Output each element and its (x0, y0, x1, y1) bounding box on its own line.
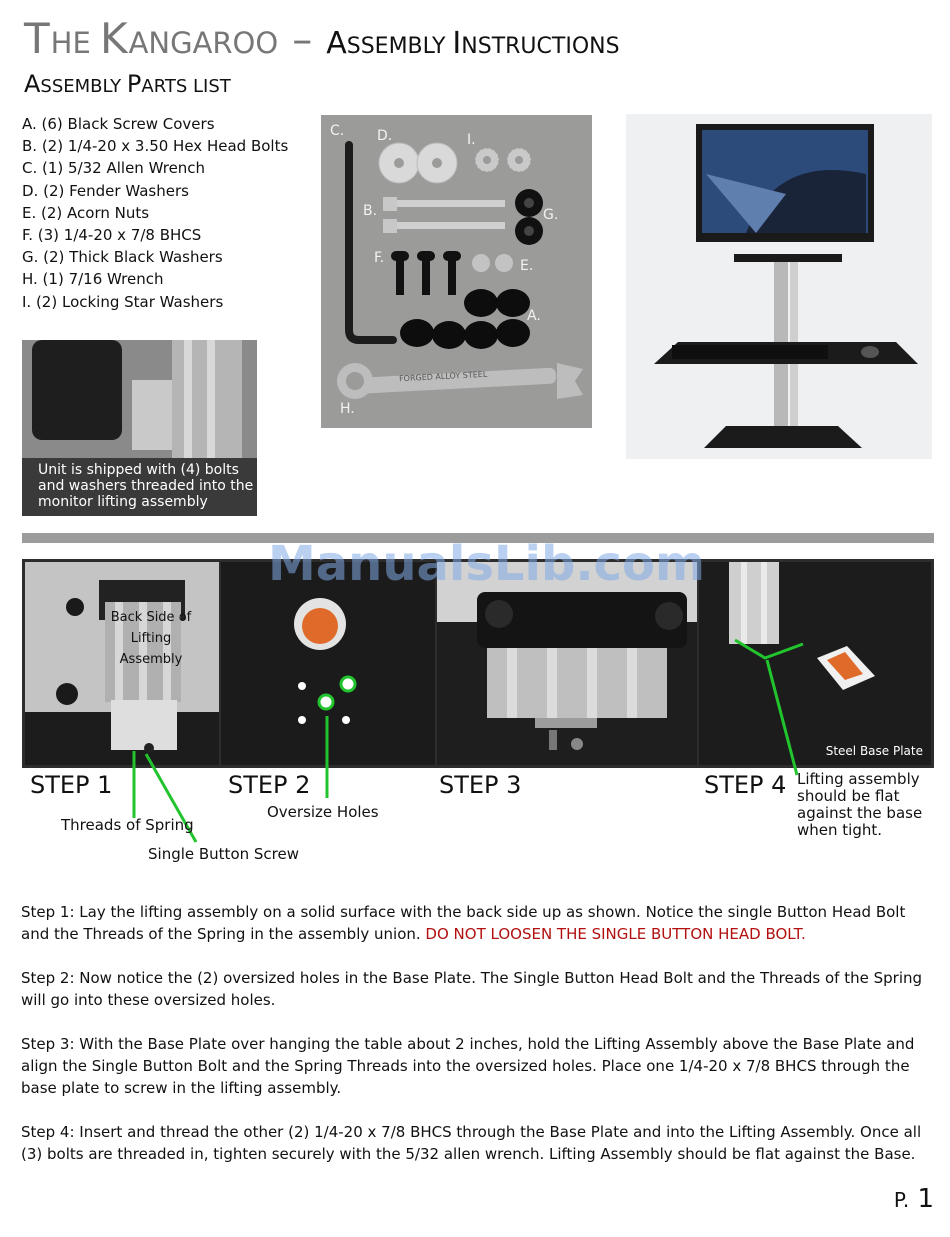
title-text: HE (50, 26, 101, 60)
part-item: D. (2) Fender Washers (22, 181, 189, 200)
instruction-text: Step 1: Lay the lifting assembly on a solid surface with the back side up as shown. Notice the single Button Head Bolt and the Threads of the Spring in the assembly union. (21, 903, 906, 943)
step4-overlay-text: Steel Base Plate (825, 744, 923, 758)
part-item: A. (6) Black Screw Covers (22, 115, 215, 133)
shipped-caption: Unit is shipped with (4) bolts and washers threaded into the monitor lifting assembly (22, 458, 257, 516)
title-text: ANGAROO (128, 26, 279, 60)
instruction-text: Step 4: Insert and thread the other (2) 1/4-20 x 7/8 BHCS through the Base Plate and into the Lifting Assembly. Once all (3) bolts are threaded in, tighten securely with the 5/32 allen wrench. Lifting Assembly should be flat against the Base. (21, 1123, 922, 1163)
part-item: C. (1) 5/32 Allen Wrench (22, 159, 206, 178)
callout-oversize: Oversize Holes (267, 803, 379, 821)
wrench-text: FORGED ALLOY STEEL (398, 369, 488, 384)
part-item: I. (2) Locking Star Washers (22, 292, 224, 311)
photo-label-d: D. (377, 128, 393, 144)
instruction-text: Step 2: Now notice the (2) oversized holes in the Base Plate. The Single Button Head Bolt and the Threads of the Spring will go into these oversized holes. (21, 969, 923, 1009)
warning-text: DO NOT LOOSEN THE SINGLE BUTTON HEAD BOLT. (425, 925, 806, 943)
instruction-step3 (21, 1033, 936, 1099)
subtitle-text: SSEMBLY (346, 34, 453, 59)
part-item: B. (2) 1/4-20 x 3.50 Hex Head Bolts (22, 137, 289, 156)
photo-label-h: H. (340, 401, 355, 417)
part-item: G. (2) Thick Black Washers (22, 248, 223, 267)
step1-label: STEP 1 (30, 771, 113, 799)
step3-label: STEP 3 (439, 771, 522, 799)
heading-letter: A (24, 70, 41, 98)
photo-label-e: E. (520, 258, 534, 274)
title-dash: – (292, 17, 313, 63)
page-number (894, 1184, 934, 1214)
title-letter: T (24, 14, 51, 63)
instruction-step2 (21, 967, 936, 1011)
heading-text: SSEMBLY (40, 76, 127, 97)
instruction-step4 (21, 1121, 936, 1165)
photo-label-f: F. (374, 250, 385, 266)
callout-single-button: Single Button Screw (148, 845, 299, 863)
instructions (21, 901, 936, 1187)
photo-label-g: G. (543, 207, 559, 223)
photo-label-i: I. (467, 132, 476, 148)
step4-label: STEP 4 (704, 771, 787, 799)
subtitle-letter: I (452, 26, 462, 61)
step2-label: STEP 2 (228, 771, 311, 799)
subtitle-letter: A (326, 26, 347, 61)
heading-text: ARTS LIST (141, 76, 231, 97)
page-number-value: 1 (917, 1184, 934, 1214)
part-item: E. (2) Acorn Nuts (22, 203, 150, 222)
photo-label-a: A. (527, 308, 541, 324)
instruction-step1 (21, 901, 936, 945)
watermark: ManualsLib.com (268, 536, 705, 592)
callout-flat: Lifting assembly should be flat against the base when tight. (797, 770, 923, 839)
title-letter: K (100, 14, 129, 63)
step1-overlay-text: Back Side of Lifting Assembly (110, 610, 192, 667)
heading-letter: P (126, 70, 142, 98)
instruction-text: Step 3: With the Base Plate over hanging the table about 2 inches, hold the Lifting Assembly above the Base Plate and align the Single Button Bolt and the Spring Threads into the oversized holes. Place one 1/4-20 x 7/8 BHCS through the base plate to screw in the lifting assembly. (21, 1035, 915, 1097)
photo-label-c: C. (330, 123, 345, 139)
page-prefix: P. (893, 1188, 910, 1212)
photo-label-b: B. (363, 203, 378, 219)
subtitle-text: NSTRUCTIONS (461, 34, 620, 59)
callout-threads: Threads of Spring (61, 816, 194, 834)
part-item: H. (1) 7/16 Wrench (22, 270, 164, 289)
part-item: F. (3) 1/4-20 x 7/8 BHCS (22, 226, 202, 245)
